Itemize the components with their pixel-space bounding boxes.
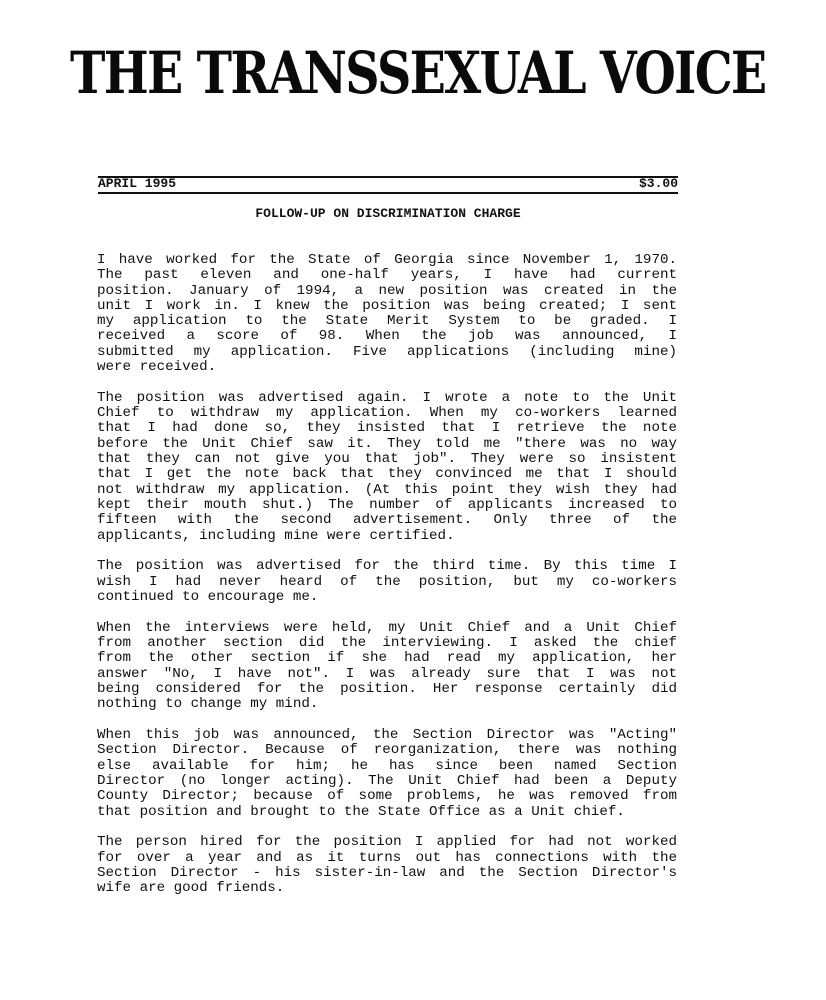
text-line: were received. [97, 359, 217, 376]
text-line: that position and brought to the State Office as a Unit chief. [97, 803, 625, 820]
text-line: that I get the note back that they convinced me that I should [97, 466, 677, 483]
text-line: applicants, including mine were certified. [97, 527, 455, 544]
text-line: Chief to withdraw my application. When my co-workers learned [97, 405, 677, 422]
text-line: The past eleven and one-half years, I have had current [97, 267, 677, 284]
text-line: When the interviews were held, my Unit Chief and a Unit Chief [97, 619, 677, 636]
text-line: The position was advertised again. I wrote a note to the Unit [97, 389, 677, 406]
text-line: not withdraw my application. (At this point they wish they had [97, 481, 677, 498]
text-line: from another section did the interviewing. I asked the chief [97, 635, 677, 652]
text-line: Section Director - his sister-in-law and the Section Director's [97, 864, 677, 881]
issue-info-bar [98, 176, 678, 194]
newsletter-masthead: THE TRANSSEXUAL VOICE [70, 39, 766, 107]
text-line: fifteen with the second advertisement. Only three of the [97, 512, 677, 529]
text-line: wish I had never heard of the position, but my co-workers [97, 573, 677, 590]
text-line: received a score of 98. When the job was announced, I [97, 328, 677, 345]
text-line: answer "No, I have not". I was already sure that I was not [97, 665, 677, 682]
text-line: The position was advertised for the third time. By this time I [97, 558, 677, 575]
text-line: my application to the State Merit System to be graded. I [97, 313, 677, 330]
text-line: from the other section if she had read my application, her [97, 650, 677, 667]
text-line: nothing to change my mind. [97, 696, 319, 713]
text-line: position. January of 1994, a new position was created in the [97, 282, 677, 299]
article-paragraph-6 [97, 835, 677, 896]
text-line: being considered for the position. Her response certainly did [97, 680, 677, 697]
article-paragraph-1 [97, 253, 677, 375]
article-paragraph-3 [97, 559, 677, 605]
issue-price: $3.00 [638, 176, 678, 191]
text-line: before the Unit Chief saw it. They told me "there was no way [97, 435, 677, 452]
text-line: Director (no longer acting). The Unit Chief had been a Deputy [97, 772, 677, 789]
text-line: wife are good friends. [97, 880, 285, 897]
text-line: continued to encourage me. [97, 588, 319, 605]
text-line: kept their mouth shut.) The number of applicants increased to [97, 496, 677, 513]
article-paragraph-5 [97, 728, 677, 820]
article-paragraph-4 [97, 621, 677, 713]
text-line: County Director; because of some problems, he was removed from [97, 788, 677, 805]
text-line: else available for him; he has since been named Section [97, 757, 677, 774]
text-line: The person hired for the position I applied for had not worked [97, 834, 677, 851]
article-paragraph-2 [97, 391, 677, 544]
text-line: for over a year and as it turns out has connections with the [97, 849, 677, 866]
text-line: I have worked for the State of Georgia since November 1, 1970. [97, 252, 677, 268]
text-line: submitted my application. Five applications (including mine) [97, 343, 677, 360]
text-line: unit I work in. I knew the position was being created; I sent [97, 297, 677, 314]
text-line: that they can not give you that job". They were so insistent [97, 451, 677, 468]
text-line: that I had done so, they insisted that I retrieve the note [97, 420, 677, 437]
issue-date: APRIL 1995 [98, 176, 177, 191]
article-body [97, 253, 677, 912]
text-line: When this job was announced, the Section Director was "Acting" [97, 727, 677, 744]
article-title: FOLLOW-UP ON DISCRIMINATION CHARGE [255, 206, 521, 221]
text-line: Section Director. Because of reorganization, there was nothing [97, 742, 677, 759]
